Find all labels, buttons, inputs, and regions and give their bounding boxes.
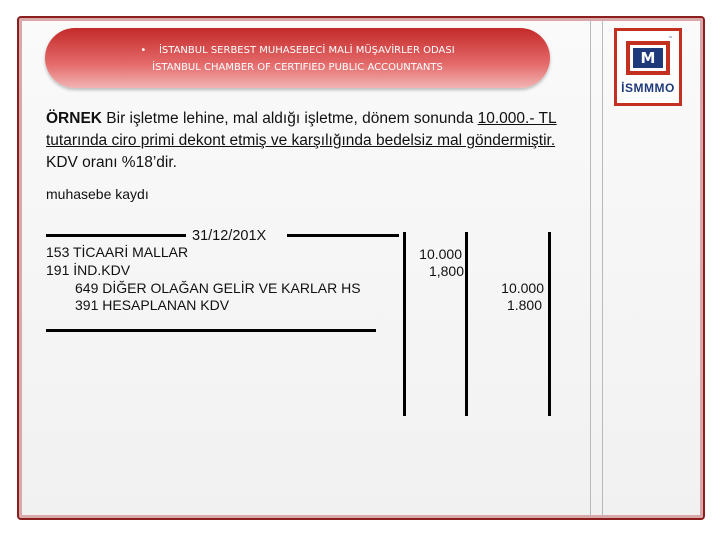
notebook-spine-right xyxy=(602,20,603,516)
logo-name: İSMMMO xyxy=(621,81,675,95)
banner-title-en: İSTANBUL CHAMBER OF CERTIFIED PUBLIC ACCOUNTANTS xyxy=(152,62,443,73)
debit-credit-divider xyxy=(465,232,468,416)
credit-amount-2: 1.800 xyxy=(506,297,542,313)
example-amount-text: 10.000.- TL tutarında ciro primi dekont etmiş ve karşılığında bedelsiz mal göndermiştir. xyxy=(46,110,557,149)
journal-debit-account-1: 153 TİCAARİ MALLAR xyxy=(46,244,189,260)
notebook-spine-left xyxy=(590,20,591,516)
logo-emblem xyxy=(626,41,670,75)
header-banner xyxy=(45,28,550,88)
section-label: muhasebe kaydı xyxy=(46,186,149,202)
ismmmo-logo xyxy=(614,28,682,106)
example-label: ÖRNEK xyxy=(46,110,102,127)
journal-top-line-left xyxy=(46,234,186,237)
bullet-icon: • xyxy=(140,45,147,56)
logo-trademark: ™ xyxy=(668,36,673,42)
credit-column-divider xyxy=(548,232,551,416)
logo-mark: M xyxy=(633,48,663,68)
debit-amount-1: 10.000 xyxy=(419,246,462,262)
journal-credit-account-1: 649 DİĞER OLAĞAN GELİR VE KARLAR HS xyxy=(75,280,361,296)
banner-line-1 xyxy=(45,42,550,59)
example-text-1: Bir işletme lehine, mal aldığı işletme, dönem sonunda xyxy=(101,110,478,127)
example-text-2: KDV oranı %18’dir. xyxy=(46,154,177,171)
debit-amount-2: 1,800 xyxy=(428,263,464,279)
journal-date: 31/12/201X xyxy=(192,228,267,244)
journal-top-line-right xyxy=(287,234,399,237)
credit-amount-1: 10.000 xyxy=(501,280,544,296)
banner-title-tr: İSTANBUL SERBEST MUHASEBECİ MALİ MÜŞAVİRLER ODASI xyxy=(158,45,455,56)
journal-bottom-line xyxy=(46,329,376,332)
journal-credit-account-2: 391 HESAPLANAN KDV xyxy=(75,297,230,313)
example-paragraph xyxy=(46,108,586,174)
journal-debit-account-2: 191 İND.KDV xyxy=(46,262,131,278)
